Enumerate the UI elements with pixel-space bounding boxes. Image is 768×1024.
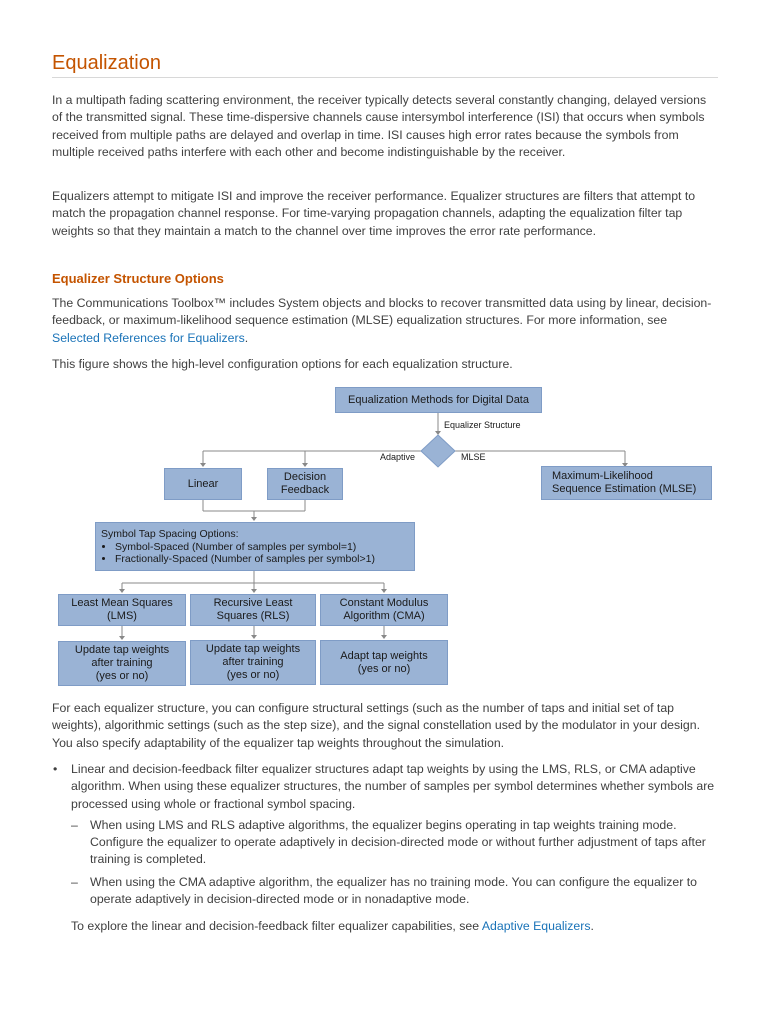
list-item: – When using the CMA adaptive algorithm, the equalizer has no training mode. You can configure the equalizer to operate adaptively in decision-directed mode or in nonadaptive mode. bbox=[71, 874, 716, 909]
rls-box: Recursive Least Squares (RLS) bbox=[190, 594, 316, 626]
decision-diamond bbox=[421, 435, 455, 467]
section-heading: Equalizer Structure Options bbox=[52, 271, 224, 286]
equalizer-structure-label: Equalizer Structure bbox=[444, 420, 521, 430]
rls-update-box: Update tap weights after training (yes or no) bbox=[190, 640, 316, 685]
page-title: Equalization bbox=[52, 52, 161, 74]
decision-feedback-box: Decision Feedback bbox=[267, 468, 343, 500]
linear-box: Linear bbox=[164, 468, 242, 500]
sub-bullet-list bbox=[71, 817, 716, 908]
list-item: – When using LMS and RLS adaptive algorithms, the equalizer begins operating in tap weights training mode. Configure the equalizer to operate adaptively in decision-directed mode or without further adjustment of taps after training is completed. bbox=[71, 817, 716, 869]
intro-paragraph-1: In a multipath fading scattering environment, the receiver typically detects several constantly changing, delayed versions of the transmitted signal. These time-dispersive channels cause intersymbol interference (ISI) that occurs when symbols received from multiple paths are delayed and overlap in time. ISI causes high error rates because the symbols from multiple received paths interfere with each other and become indistinguishable by the receiver. bbox=[52, 93, 707, 159]
tap-spacing-list bbox=[101, 541, 414, 566]
cma-box: Constant Modulus Algorithm (CMA) bbox=[320, 594, 448, 626]
equalization-methods-box: Equalization Methods for Digital Data bbox=[335, 387, 542, 413]
list-item: • Fractionally-Spaced (Number of samples per symbol>1) bbox=[115, 553, 414, 566]
lms-box: Least Mean Squares (LMS) bbox=[58, 594, 186, 626]
tap-spacing-box bbox=[95, 522, 415, 571]
list-item: • Symbol-Spaced (Number of samples per symbol=1) bbox=[115, 541, 414, 554]
mlse-box: Maximum-Likelihood Sequence Estimation (MLSE) bbox=[541, 466, 712, 500]
mlse-label: MLSE bbox=[461, 452, 486, 462]
tap-spacing-title: Symbol Tap Spacing Options: bbox=[101, 528, 239, 540]
lms-update-box: Update tap weights after training (yes or no) bbox=[58, 641, 186, 686]
selected-references-link[interactable]: Selected References for Equalizers bbox=[52, 330, 245, 345]
section-paragraph-2: This figure shows the high-level configuration options for each equalization structure. bbox=[52, 357, 513, 371]
adaptive-equalizers-link[interactable]: Adaptive Equalizers bbox=[481, 919, 591, 933]
section-text: The Communications Toolbox™ includes System objects and blocks to recover transmitted data using by linear, decision-feedback, or maximum-likelihood sequence estimation (MLSE) equalization structures. For more information, see bbox=[52, 296, 712, 328]
list-item: • Linear and decision-feedback filter equalizer structures adapt tap weights by using the LMS, RLS, or CMA adaptive algorithm. When using these equalizer structures, the number of samples per symbol determines whether symbols are processed using whole or fractional symbol spacing. – When using LMS and RLS adaptive algorithms, the equalizer begins operating in tap weights training mode. Configure the equalizer to operate adaptively in decision-directed mode or without further adjustment of taps after training is completed. – When using the CMA adaptive algorithm, the equalizer has no training mode. You can configure the equalizer to operate adaptively in decision-directed mode or in nonadaptive mode. bbox=[52, 761, 716, 908]
section-paragraph-1: The Communications Toolbox™ includes System objects and blocks to recover transmitted data using by linear, decision-feedback, or maximum-likelihood sequence estimation (MLSE) equalization structures. For more information, see Selected References for Equalizers. bbox=[52, 296, 712, 345]
explore-paragraph: To explore the linear and decision-feedback filter equalizer capabilities, see Adaptive Equalizers. bbox=[71, 919, 594, 933]
intro-paragraph-2: Equalizers attempt to mitigate ISI and improve the receiver performance. Equalizer structures are filters that attempt to match the propagation channel response. For time-varying propagation channels, adapting the equalization filter tap weights so that they maintain a match to the channel over time improves the error rate performance. bbox=[52, 189, 696, 238]
after-paragraph: For each equalizer structure, you can configure structural settings (such as the number of taps and initial set of tap weights), algorithmic settings (such as the step size), and the signal constellation used by the modulator in your design. You also specify adaptability of the equalizer tap weights throughout the simulation. bbox=[52, 701, 700, 750]
adaptive-label: Adaptive bbox=[380, 452, 416, 462]
title-divider bbox=[52, 77, 718, 78]
cma-update-box: Adapt tap weights (yes or no) bbox=[320, 640, 448, 685]
structure-bullet-list bbox=[52, 761, 716, 913]
